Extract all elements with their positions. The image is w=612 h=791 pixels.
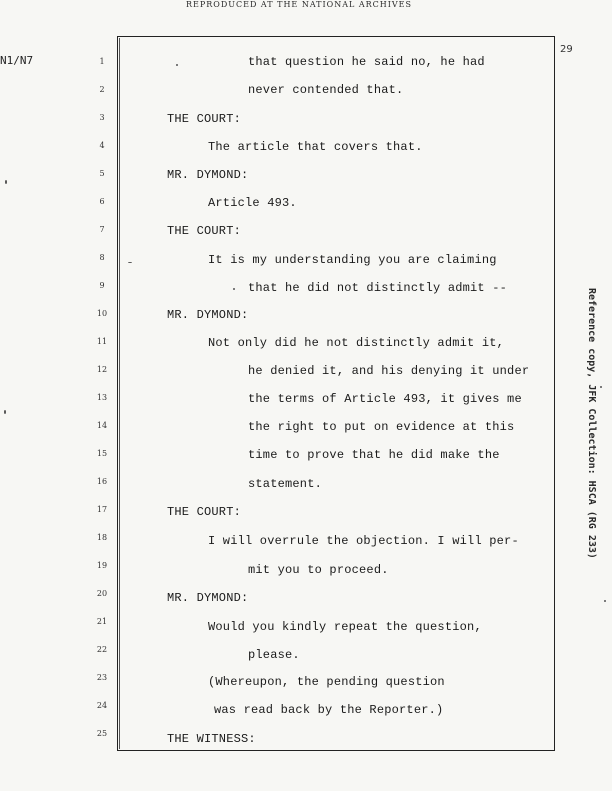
transcript-line: (Whereupon, the pending question bbox=[208, 675, 445, 689]
transcript-line: Article 493. bbox=[208, 196, 297, 210]
line-number: 16 bbox=[96, 477, 108, 486]
transcript-line: that question he said no, he had bbox=[248, 55, 485, 69]
line-number: 20 bbox=[96, 589, 108, 598]
transcript-line: he denied it, and his denying it under bbox=[248, 364, 530, 378]
line-number: 6 bbox=[99, 197, 105, 206]
transcript-line: the right to put on evidence at this bbox=[248, 420, 515, 434]
transcript-line: that he did not distinctly admit -- bbox=[248, 281, 508, 295]
scan-speck bbox=[233, 288, 235, 290]
scan-speck bbox=[128, 262, 132, 263]
transcript-line: the terms of Article 493, it gives me bbox=[248, 392, 522, 406]
left-margin-rule bbox=[119, 38, 120, 749]
scan-speck bbox=[5, 180, 7, 184]
transcript-line: mit you to proceed. bbox=[248, 563, 389, 577]
speaker-label: THE COURT: bbox=[167, 224, 242, 238]
archives-header: REPRODUCED AT THE NATIONAL ARCHIVES bbox=[186, 0, 412, 9]
line-number: 8 bbox=[99, 253, 105, 262]
scan-speck bbox=[176, 64, 178, 66]
transcript-line: The article that covers that. bbox=[208, 140, 423, 154]
line-number: 25 bbox=[96, 729, 108, 738]
line-number: 15 bbox=[96, 449, 108, 458]
transcript-line: statement. bbox=[248, 477, 323, 491]
transcript-line: I will overrule the objection. I will per- bbox=[208, 534, 519, 548]
scan-speck bbox=[4, 410, 6, 414]
speaker-label: THE WITNESS: bbox=[167, 732, 256, 746]
line-number: 10 bbox=[96, 309, 108, 318]
line-number: 24 bbox=[96, 701, 108, 710]
side-identifier: N1/N7 bbox=[0, 54, 34, 67]
line-number: 17 bbox=[96, 505, 108, 514]
page-number: 29 bbox=[560, 44, 573, 55]
speaker-label: MR. DYMOND: bbox=[167, 591, 249, 605]
line-number: 23 bbox=[96, 673, 108, 682]
scan-speck bbox=[600, 386, 602, 388]
speaker-label: THE COURT: bbox=[167, 112, 242, 126]
transcript-line: please. bbox=[248, 648, 300, 662]
line-number: 12 bbox=[96, 365, 108, 374]
transcript-line: time to prove that he did make the bbox=[248, 448, 500, 462]
transcript-line: Not only did he not distinctly admit it, bbox=[208, 336, 505, 350]
transcript-line: Would you kindly repeat the question, bbox=[208, 620, 482, 634]
line-number: 2 bbox=[99, 85, 105, 94]
speaker-label: MR. DYMOND: bbox=[167, 168, 249, 182]
line-number: 19 bbox=[96, 561, 108, 570]
line-number: 5 bbox=[99, 169, 105, 178]
line-number: 14 bbox=[96, 421, 108, 430]
line-number: 11 bbox=[96, 337, 108, 346]
transcript-line: never contended that. bbox=[248, 83, 404, 97]
line-number: 18 bbox=[96, 533, 108, 542]
speaker-label: MR. DYMOND: bbox=[167, 308, 249, 322]
speaker-label: THE COURT: bbox=[167, 505, 242, 519]
line-number: 21 bbox=[96, 617, 108, 626]
line-number: 4 bbox=[99, 141, 105, 150]
line-number: 7 bbox=[99, 225, 105, 234]
reference-copy-watermark: Reference copy, JFK Collection: HSCA (RG 233) bbox=[586, 288, 597, 559]
transcript-line: was read back by the Reporter.) bbox=[214, 703, 444, 717]
transcript-line: It is my understanding you are claiming bbox=[208, 253, 497, 267]
line-number: 3 bbox=[99, 113, 105, 122]
line-number: 13 bbox=[96, 393, 108, 402]
line-number: 22 bbox=[96, 645, 108, 654]
line-number: 9 bbox=[99, 281, 105, 290]
scan-speck bbox=[604, 600, 606, 602]
line-number: 1 bbox=[99, 57, 105, 66]
